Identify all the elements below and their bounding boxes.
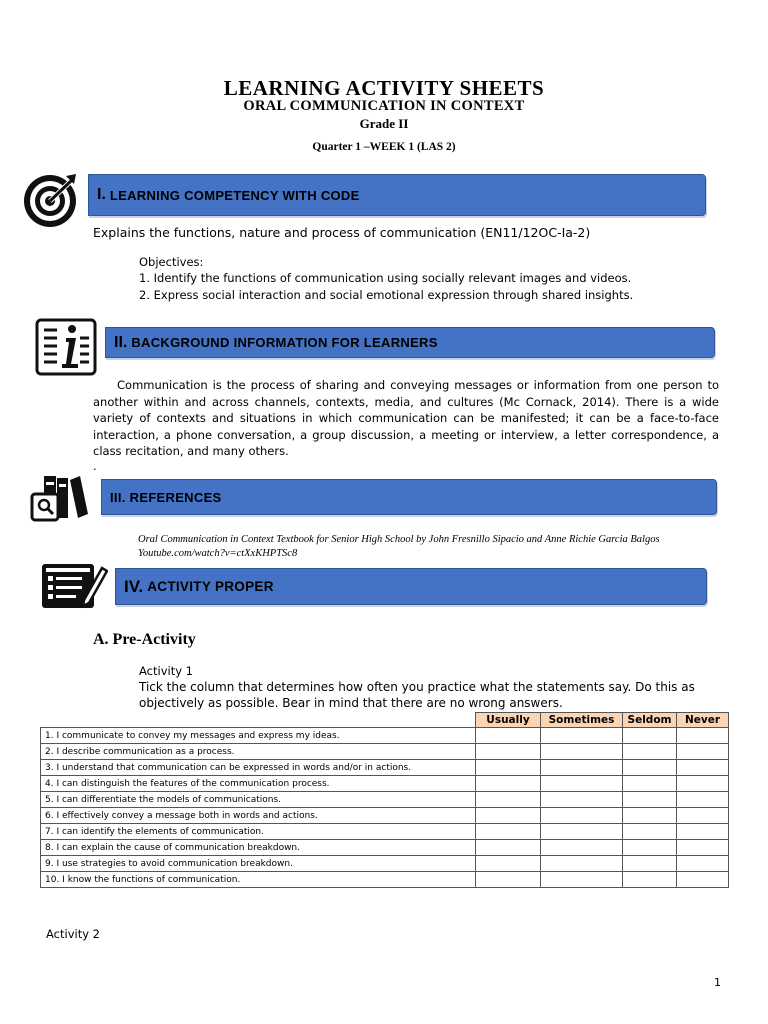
table-row	[41, 808, 729, 824]
tick-cell-seldom[interactable]	[623, 760, 677, 776]
tick-cell-sometimes[interactable]	[541, 840, 623, 856]
section-3-banner	[101, 479, 717, 515]
tick-cell-usually[interactable]	[476, 776, 541, 792]
tick-cell-sometimes[interactable]	[541, 808, 623, 824]
table-header-blank	[41, 713, 476, 728]
section-2-banner	[105, 327, 715, 358]
statement-cell: 2. I describe communication as a process.	[41, 744, 476, 760]
column-header-usually: Usually	[476, 713, 541, 728]
statement-cell: 10. I know the functions of communication.	[41, 872, 476, 888]
books-icon	[30, 472, 90, 522]
tick-cell-seldom[interactable]	[623, 776, 677, 792]
tick-cell-sometimes[interactable]	[541, 760, 623, 776]
tick-cell-seldom[interactable]	[623, 744, 677, 760]
section-4-number: IV.	[124, 576, 144, 596]
tick-cell-never[interactable]	[677, 792, 729, 808]
page-number: 1	[714, 976, 721, 989]
tick-cell-usually[interactable]	[476, 728, 541, 744]
tick-cell-never[interactable]	[677, 824, 729, 840]
section-3-number: III.	[110, 489, 126, 505]
tick-cell-seldom[interactable]	[623, 728, 677, 744]
tick-cell-usually[interactable]	[476, 760, 541, 776]
tick-cell-seldom[interactable]	[623, 872, 677, 888]
tick-cell-sometimes[interactable]	[541, 824, 623, 840]
background-dot: .	[93, 459, 97, 473]
column-header-never: Never	[677, 713, 729, 728]
objective-item: 2. Express social interaction and social emotional expression through shared insights.	[139, 288, 634, 302]
statement-cell: 5. I can differentiate the models of communications.	[41, 792, 476, 808]
frequency-table	[40, 712, 729, 888]
activity-2-label: Activity 2	[46, 927, 100, 941]
tick-cell-sometimes[interactable]	[541, 872, 623, 888]
tick-cell-usually[interactable]	[476, 824, 541, 840]
table-header-row	[41, 713, 729, 728]
tick-cell-seldom[interactable]	[623, 808, 677, 824]
tick-cell-seldom[interactable]	[623, 824, 677, 840]
objective-item: 1. Identify the functions of communication using socially relevant images and videos.	[139, 271, 632, 285]
tick-cell-seldom[interactable]	[623, 840, 677, 856]
section-2-number: II.	[114, 333, 128, 351]
tick-cell-never[interactable]	[677, 744, 729, 760]
references-list	[138, 533, 738, 561]
background-paragraph: Communication is the process of sharing and conveying messages or information from one person to another within and across channels, contexts, media, and cultures (Mc Cornack, 2014). There is a wide variety of contexts and situations in which communication can be manifested; it can be a face-to-face interaction, a phone conversation, a group discussion, a meeting or interview, a letter correspondence, a class recitation, and many others.	[93, 378, 719, 458]
tick-cell-never[interactable]	[677, 728, 729, 744]
tick-cell-never[interactable]	[677, 760, 729, 776]
reference-item: Oral Communication in Context Textbook for Senior High School by John Fresnillo Sipacio and Anne Richie Garcia Balgos	[138, 534, 660, 545]
section-3-title: REFERENCES	[129, 489, 222, 505]
column-header-sometimes: Sometimes	[541, 713, 623, 728]
checklist-pencil-icon	[40, 562, 108, 610]
section-1-number: I.	[97, 186, 106, 203]
info-document-icon	[35, 318, 97, 376]
statement-cell: 8. I can explain the cause of communication breakdown.	[41, 840, 476, 856]
tick-cell-never[interactable]	[677, 856, 729, 872]
tick-cell-usually[interactable]	[476, 792, 541, 808]
tick-cell-usually[interactable]	[476, 872, 541, 888]
tick-cell-seldom[interactable]	[623, 856, 677, 872]
activity-1-instructions: Tick the column that determines how often you practice what the statements say. Do this as objectively as possible. Bear in mind that there are no wrong answers.	[139, 680, 695, 710]
tick-cell-sometimes[interactable]	[541, 744, 623, 760]
statement-cell: 9. I use strategies to avoid communication breakdown.	[41, 856, 476, 872]
pre-activity-heading: A. Pre-Activity	[93, 631, 196, 648]
tick-cell-never[interactable]	[677, 808, 729, 824]
table-row	[41, 824, 729, 840]
tick-cell-sometimes[interactable]	[541, 792, 623, 808]
quarter-label: Quarter 1 –WEEK 1 (LAS 2)	[312, 141, 456, 153]
tick-cell-never[interactable]	[677, 840, 729, 856]
objectives-heading: Objectives:	[139, 255, 204, 269]
section-4-title: ACTIVITY PROPER	[147, 579, 274, 594]
document-title: LEARNING ACTIVITY SHEETS	[223, 76, 545, 100]
statement-cell: 1. I communicate to convey my messages and express my ideas.	[41, 728, 476, 744]
reference-item: Youtube.com/watch?v=ctXxKHPTSc8	[138, 548, 298, 559]
tick-cell-usually[interactable]	[476, 840, 541, 856]
statement-cell: 3. I understand that communication can be expressed in words and/or in actions.	[41, 760, 476, 776]
table-row	[41, 856, 729, 872]
statement-cell: 7. I can identify the elements of communication.	[41, 824, 476, 840]
section-1-title: LEARNING COMPETENCY WITH CODE	[109, 187, 360, 203]
section-4-banner	[115, 568, 707, 605]
tick-cell-never[interactable]	[677, 872, 729, 888]
table-row	[41, 792, 729, 808]
table-row	[41, 872, 729, 888]
table-row	[41, 840, 729, 856]
section-1-banner	[88, 174, 706, 216]
tick-cell-sometimes[interactable]	[541, 776, 623, 792]
tick-cell-sometimes[interactable]	[541, 728, 623, 744]
tick-cell-usually[interactable]	[476, 808, 541, 824]
tick-cell-usually[interactable]	[476, 856, 541, 872]
tick-cell-sometimes[interactable]	[541, 856, 623, 872]
tick-cell-usually[interactable]	[476, 744, 541, 760]
table-row	[41, 760, 729, 776]
target-icon	[22, 172, 80, 228]
tick-cell-seldom[interactable]	[623, 792, 677, 808]
section-2-title: BACKGROUND INFORMATION FOR LEARNERS	[131, 335, 438, 350]
activity-1-label: Activity 1	[139, 664, 193, 678]
table-row	[41, 776, 729, 792]
competency-text: Explains the functions, nature and process of communication (EN11/12OC-Ia-2)	[93, 225, 591, 240]
document-subtitle: ORAL COMMUNICATION IN CONTEXT	[243, 98, 525, 114]
table-row	[41, 744, 729, 760]
statement-cell: 4. I can distinguish the features of the communication process.	[41, 776, 476, 792]
table-row	[41, 728, 729, 744]
column-header-seldom: Seldom	[623, 713, 677, 728]
tick-cell-never[interactable]	[677, 776, 729, 792]
statement-cell: 6. I effectively convey a message both in words and actions.	[41, 808, 476, 824]
grade-label: Grade II	[359, 116, 409, 131]
